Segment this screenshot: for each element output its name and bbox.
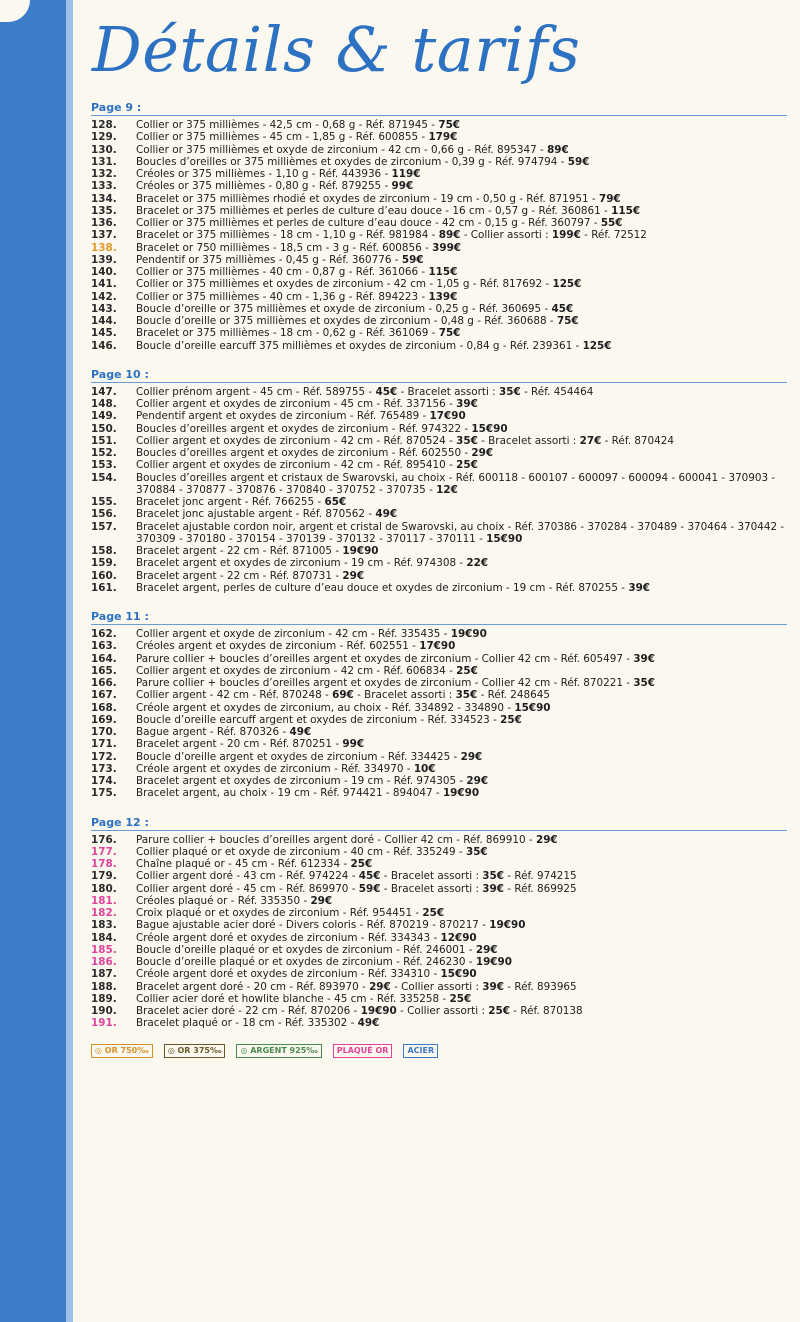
page-title: Détails & tarifs [92, 13, 581, 86]
ring-gem-icon: ◎ [240, 1045, 251, 1055]
item-price: 22€ [466, 557, 489, 570]
item-description: Collier argent doré - 43 cm - Réf. 974224 - 45€ - Bracelet assorti : 35€ - Réf. 974215 [136, 870, 577, 883]
item-description: Bracelet argent - 22 cm - Réf. 871005 - 19€90 [136, 545, 379, 557]
item-number: 181. [91, 894, 117, 907]
item-number: 186. [91, 956, 117, 968]
item-price: 29€ [342, 569, 365, 582]
item-number: 151. [91, 434, 117, 447]
item-number: 135. [91, 204, 117, 217]
legend-acier: ACIER [403, 1044, 438, 1058]
item-price: 65€ [324, 496, 347, 508]
item-price: 75€ [556, 315, 579, 327]
list-item [91, 714, 787, 726]
item-number: 154. [91, 471, 117, 484]
item-number: 182. [91, 907, 117, 919]
item-price: 45€ [375, 385, 398, 398]
item-description: Collier argent - 42 cm - Réf. 870248 - 69€ - Bracelet assorti : 35€ - Réf. 248645 [136, 689, 550, 702]
item-number: 168. [91, 701, 117, 714]
item-description: Bracelet argent, au choix - 19 cm - Réf. 974421 - 894047 - 19€90 [136, 787, 480, 800]
left-sidebar-band [0, 0, 66, 1322]
item-description: Bracelet jonc ajustable argent - Réf. 870562 - 49€ [136, 508, 398, 521]
list-item [91, 763, 787, 775]
list-item [91, 907, 787, 919]
list-item [91, 665, 787, 677]
item-description: Bague argent - Réf. 870326 - 49€ [136, 726, 312, 738]
list-item [91, 1005, 787, 1017]
legend-gold375: ◎ OR 375‰ [164, 1044, 226, 1058]
list-item [91, 398, 787, 410]
list-item [91, 919, 787, 931]
item-price: 75€ [438, 327, 461, 340]
item-description: Parure collier + boucles d’oreilles argent et oxydes de zirconium - Collier 42 cm - Réf. 605497 - 39€ [136, 652, 656, 665]
list-item [91, 340, 787, 352]
list-item [91, 628, 787, 640]
item-price: 19€90 [450, 628, 487, 640]
list-item [91, 229, 787, 241]
item-number: 162. [91, 628, 117, 640]
item-number: 165. [91, 664, 117, 677]
item-description: Collier or 375 millièmes - 45 cm - 1,85 g - Réf. 600855 - 179€ [136, 131, 458, 144]
item-price: 25€ [500, 713, 522, 726]
item-number: 166. [91, 677, 117, 689]
item-price: 15€90 [486, 532, 523, 545]
item-description: Bracelet or 375 millièmes rhodié et oxydes de zirconium - 19 cm - 0,50 g - Réf. 871951 - 79€ [136, 192, 621, 205]
item-price: 49€ [289, 726, 312, 738]
item-price: 25€ [422, 907, 445, 919]
item-price: 29€ [466, 775, 489, 787]
ring-stack-icon: ◎ [167, 1045, 178, 1055]
item-number: 177. [91, 845, 117, 858]
item-description: Bracelet argent - 22 cm - Réf. 870731 - 29€ [136, 569, 365, 582]
item-number: 160. [91, 569, 117, 582]
list-item [91, 582, 787, 594]
item-price: 35€ [465, 845, 488, 858]
list-item [91, 521, 787, 546]
item-number: 183. [91, 919, 117, 932]
item-number: 133. [91, 180, 117, 193]
list-item [91, 217, 787, 229]
item-number: 139. [91, 253, 117, 266]
item-price: 89€ [547, 143, 569, 156]
list-item [91, 472, 787, 497]
item-price: 19€90 [489, 919, 526, 932]
item-price: 59€ [567, 155, 590, 168]
item-description: Collier prénom argent - 45 cm - Réf. 589755 - 45€ - Bracelet assorti : 35€ - Réf. 454464 [136, 385, 594, 398]
item-description: Pendentif argent et oxydes de zirconium - Réf. 765489 - 17€90 [136, 410, 466, 423]
list-item [91, 386, 787, 398]
list-item [91, 870, 787, 882]
list-item [91, 459, 787, 471]
item-number: 191. [91, 1017, 117, 1030]
item-description: Collier acier doré et howlite blanche - 45 cm - Réf. 335258 - 25€ [136, 992, 472, 1005]
list-item [91, 858, 787, 870]
item-number: 157. [91, 520, 117, 533]
item-description: Bracelet or 375 millièmes et perles de culture d’eau douce - 16 cm - 0,57 g - Réf. 360861 - 115€ [136, 204, 641, 217]
item-price: 17€90 [429, 410, 466, 423]
item-description: Croix plaqué or et oxydes de zirconium - Réf. 954451 - 25€ [136, 907, 445, 919]
item-number: 178. [91, 858, 117, 870]
item-price: 29€ [471, 447, 494, 459]
item-description: Boucle d’oreille plaqué or et oxydes de zirconium - Réf. 246001 - 29€ [136, 943, 498, 956]
item-number: 143. [91, 302, 117, 315]
list-item [91, 447, 787, 459]
item-description: Collier argent et oxydes de zirconium - 42 cm - Réf. 870524 - 35€ - Bracelet assorti : 27€ - Réf. 870424 [136, 434, 674, 447]
item-price: 39€ [456, 398, 478, 410]
list-item [91, 956, 787, 968]
item-description: Bracelet acier doré - 22 cm - Réf. 870206 - 19€90 - Collier assorti : 25€ - Réf. 870138 [136, 1005, 583, 1017]
item-price-secondary: 35€ [482, 870, 504, 883]
item-description: Chaîne plaqué or - 45 cm - Réf. 612334 - 25€ [136, 858, 373, 870]
item-description: Boucle d’oreille earcuff argent et oxydes de zirconium - Réf. 334523 - 25€ [136, 713, 522, 726]
item-price: 55€ [600, 217, 623, 229]
list-item [91, 834, 787, 846]
item-description: Bracelet or 375 millièmes - 18 cm - 0,62 g - Réf. 361069 - 75€ [136, 327, 461, 340]
list-item [91, 787, 787, 799]
item-price: 125€ [582, 339, 612, 352]
item-price: 115€ [611, 204, 641, 217]
item-number: 142. [91, 290, 117, 303]
list-item [91, 168, 787, 180]
item-description: Boucle d’oreille plaqué or et oxydes de zirconium - Réf. 246230 - 19€90 [136, 956, 512, 968]
item-number: 190. [91, 1005, 117, 1017]
item-description: Bracelet jonc argent - Réf. 766255 - 65€ [136, 496, 347, 508]
item-price: 119€ [391, 168, 421, 180]
item-number: 176. [91, 833, 117, 846]
item-price: 59€ [401, 253, 424, 266]
list-item [91, 508, 787, 520]
item-price: 99€ [391, 180, 414, 193]
item-price: 19€90 [342, 545, 379, 557]
item-price: 25€ [449, 992, 472, 1005]
item-price: 89€ [438, 229, 461, 242]
item-number: 145. [91, 327, 117, 340]
list-item [91, 242, 787, 254]
list-item [91, 435, 787, 447]
list-item [91, 327, 787, 339]
item-number: 153. [91, 459, 117, 472]
item-price: 29€ [310, 894, 333, 907]
item-description: Boucles d’oreilles argent et oxydes de zirconium - Réf. 974322 - 15€90 [136, 422, 508, 435]
material-legend [91, 1044, 787, 1058]
legend-silver: ◎ ARGENT 925‰ [236, 1044, 321, 1058]
item-description: Collier or 375 millièmes - 40 cm - 1,36 g - Réf. 894223 - 139€ [136, 290, 458, 303]
list-item [91, 689, 787, 701]
item-number: 175. [91, 787, 117, 800]
item-number: 164. [91, 652, 117, 665]
item-description: Boucles d’oreilles or 375 millièmes et oxydes de zirconium - 0,39 g - Réf. 974794 - 59€ [136, 155, 590, 168]
item-price-secondary: 35€ [498, 385, 521, 398]
list-item [91, 291, 787, 303]
list-item [91, 303, 787, 315]
list-item [91, 932, 787, 944]
item-price: 399€ [432, 241, 462, 254]
item-price: 35€ [633, 677, 656, 689]
list-item [91, 775, 787, 787]
item-price: 75€ [438, 119, 461, 131]
item-price: 49€ [357, 1017, 380, 1030]
list-item [91, 981, 787, 993]
item-description: Parure collier + boucles d’oreilles argent et oxydes de zirconium - Collier 42 cm - Réf. 870221 - 35€ [136, 677, 656, 689]
list-item [91, 557, 787, 569]
list-item [91, 193, 787, 205]
item-number: 137. [91, 229, 117, 242]
list-item [91, 496, 787, 508]
item-number: 129. [91, 131, 117, 144]
item-number: 155. [91, 496, 117, 508]
item-price-secondary: 39€ [482, 980, 504, 993]
item-description: Bracelet plaqué or - 18 cm - Réf. 335302 - 49€ [136, 1017, 380, 1030]
item-description: Boucle d’oreille or 375 millièmes et oxyde de zirconium - 0,25 g - Réf. 360695 - 45€ [136, 302, 574, 315]
item-number: 159. [91, 557, 117, 570]
item-description: Collier or 375 millièmes et perles de culture d’eau douce - 42 cm - 0,15 g - Réf. 360797 - 55€ [136, 217, 623, 229]
item-price: 29€ [535, 833, 558, 846]
item-price: 99€ [342, 738, 365, 751]
item-description: Boucles d’oreilles argent et cristaux de Swarovski, au choix - Réf. 600118 - 600107 - 600097 - 600094 - 600041 - 370903 - 370884 - 370877 - 370876 - 370840 - 370752 - 370735 - 12€ [136, 471, 776, 496]
item-description: Créoles plaqué or - Réf. 335350 - 29€ [136, 894, 333, 907]
item-number: 156. [91, 508, 117, 521]
item-number: 152. [91, 447, 117, 459]
item-number: 141. [91, 278, 117, 291]
item-price: 17€90 [419, 640, 456, 653]
item-number: 174. [91, 775, 117, 787]
item-price: 15€90 [471, 422, 508, 435]
item-number: 189. [91, 992, 117, 1005]
item-price: 29€ [460, 750, 483, 763]
item-number: 128. [91, 119, 117, 131]
item-number: 180. [91, 882, 117, 895]
item-price: 19€90 [442, 787, 480, 800]
item-description: Collier plaqué or et oxyde de zirconium - 40 cm - Réf. 335249 - 35€ [136, 845, 488, 858]
item-price: 179€ [428, 131, 458, 144]
item-number: 138. [91, 241, 117, 254]
item-number: 163. [91, 640, 117, 653]
item-number: 184. [91, 931, 117, 944]
item-number: 158. [91, 545, 117, 557]
item-description: Bracelet argent, perles de culture d’eau douce et oxydes de zirconium - 19 cm - Réf. 870255 - 39€ [136, 581, 651, 594]
item-price: 35€ [456, 434, 478, 447]
item-price-secondary: 199€ [551, 229, 581, 242]
item-number: 188. [91, 980, 117, 993]
item-price: 15€90 [440, 968, 477, 981]
item-price: 25€ [456, 664, 478, 677]
item-number: 187. [91, 968, 117, 981]
item-price: 39€ [633, 652, 656, 665]
item-price: 12€90 [440, 931, 477, 944]
item-description: Collier argent doré - 45 cm - Réf. 869970 - 59€ - Bracelet assorti : 39€ - Réf. 869925 [136, 882, 577, 895]
item-description: Bracelet argent et oxydes de zirconium - 19 cm - Réf. 974308 - 22€ [136, 557, 489, 570]
item-number: 147. [91, 385, 117, 398]
item-description: Pendentif or 375 millièmes - 0,45 g - Réf. 360776 - 59€ [136, 253, 424, 266]
section-heading: Page 9 : [91, 100, 787, 116]
item-price: 79€ [598, 192, 621, 205]
item-number: 173. [91, 762, 117, 775]
item-price: 49€ [375, 508, 398, 521]
item-description: Bracelet argent - 20 cm - Réf. 870251 - 99€ [136, 738, 365, 751]
legend-plaque: PLAQUÉ OR [333, 1044, 393, 1058]
list-item [91, 1017, 787, 1029]
item-price: 45€ [358, 870, 381, 883]
list-item [91, 423, 787, 435]
item-description: Parure collier + boucles d’oreilles argent doré - Collier 42 cm - Réf. 869910 - 29€ [136, 833, 558, 846]
item-price: 115€ [428, 266, 458, 278]
item-description: Boucle d’oreille or 375 millièmes et oxydes de zirconium - 0,48 g - Réf. 360688 - 75€ [136, 315, 579, 327]
item-price: 10€ [413, 762, 436, 775]
item-price: 29€ [475, 943, 498, 956]
item-number: 131. [91, 155, 117, 168]
item-description: Créole argent et oxydes de zirconium - Réf. 334970 - 10€ [136, 762, 436, 775]
item-price: 19€90 [360, 1005, 397, 1017]
item-price: 25€ [350, 858, 373, 870]
item-number: 171. [91, 738, 117, 751]
list-item [91, 993, 787, 1005]
item-number: 130. [91, 143, 117, 156]
section-gap [91, 352, 787, 367]
list-item [91, 266, 787, 278]
item-description: Collier or 375 millièmes - 40 cm - 0,87 g - Réf. 361066 - 115€ [136, 266, 458, 278]
item-number: 146. [91, 339, 117, 352]
item-number: 161. [91, 581, 117, 594]
item-description: Boucle d’oreille earcuff 375 millièmes et oxydes de zirconium - 0,84 g - Réf. 239361 - 125€ [136, 339, 612, 352]
item-description: Collier argent et oxydes de zirconium - 45 cm - Réf. 337156 - 39€ [136, 398, 478, 410]
item-price: 125€ [552, 278, 582, 291]
item-price: 45€ [551, 302, 574, 315]
item-description: Bracelet argent doré - 20 cm - Réf. 893970 - 29€ - Collier assorti : 39€ - Réf. 893965 [136, 980, 577, 993]
item-number: 148. [91, 398, 117, 410]
item-description: Créoles argent et oxydes de zirconium - Réf. 602551 - 17€90 [136, 640, 456, 653]
item-description: Bracelet argent et oxydes de zirconium - 19 cm - Réf. 974305 - 29€ [136, 775, 489, 787]
section-heading: Page 11 : [91, 609, 787, 625]
item-description: Collier or 375 millièmes et oxyde de zirconium - 42 cm - 0,66 g - Réf. 895347 - 89€ [136, 143, 569, 156]
item-description: Créole argent doré et oxydes de zirconium - Réf. 334310 - 15€90 [136, 968, 477, 981]
item-description: Collier argent et oxyde de zirconium - 42 cm - Réf. 335435 - 19€90 [136, 628, 487, 640]
ring-icon: ◎ [95, 1045, 105, 1055]
list-item [91, 726, 787, 738]
item-description: Collier argent et oxydes de zirconium - 42 cm - Réf. 895410 - 25€ [136, 459, 478, 472]
section-heading: Page 12 : [91, 815, 787, 831]
item-description: Créole argent et oxydes de zirconium, au choix - Réf. 334892 - 334890 - 15€90 [136, 701, 551, 714]
item-price-secondary: 27€ [579, 434, 602, 447]
item-price: 39€ [628, 581, 651, 594]
item-number: 150. [91, 422, 117, 435]
item-number: 167. [91, 689, 117, 702]
list-item [91, 677, 787, 689]
item-description: Boucles d’oreilles argent et oxydes de zirconium - Réf. 602550 - 29€ [136, 447, 494, 459]
item-price: 15€90 [514, 701, 551, 714]
item-number: 185. [91, 943, 117, 956]
item-description: Boucle d’oreille argent et oxydes de zirconium - Réf. 334425 - 29€ [136, 750, 483, 763]
list-item [91, 702, 787, 714]
list-item [91, 144, 787, 156]
item-description: Bague ajustable acier doré - Divers coloris - Réf. 870219 - 870217 - 19€90 [136, 919, 526, 932]
list-item [91, 968, 787, 980]
list-item [91, 846, 787, 858]
item-number: 134. [91, 192, 117, 205]
item-price-secondary: 25€ [488, 1005, 510, 1017]
sidebar-edge [66, 0, 73, 1322]
list-item [91, 751, 787, 763]
item-price-secondary: 35€ [455, 689, 478, 702]
item-number: 169. [91, 713, 117, 726]
section-gap [91, 594, 787, 609]
list-item [91, 944, 787, 956]
list-item [91, 640, 787, 652]
item-price: 25€ [456, 459, 478, 472]
list-item [91, 156, 787, 168]
legend-gold750: ◎ OR 750‰ [91, 1044, 153, 1058]
list-item [91, 545, 787, 557]
item-description: Créole argent doré et oxydes de zirconium - Réf. 334343 - 12€90 [136, 931, 477, 944]
list-item [91, 131, 787, 143]
item-description: Collier or 375 millièmes et oxydes de zirconium - 42 cm - 1,05 g - Réf. 817692 - 125€ [136, 278, 582, 291]
list-item [91, 205, 787, 217]
list-item [91, 653, 787, 665]
item-description: Bracelet or 750 millièmes - 18,5 cm - 3 g - Réf. 600856 - 399€ [136, 241, 462, 254]
list-item [91, 119, 787, 131]
list-item [91, 254, 787, 266]
item-number: 149. [91, 410, 117, 423]
section-gap [91, 800, 787, 815]
item-description: Bracelet ajustable cordon noir, argent et cristal de Swarovski, au choix - Réf. 370386 - 370284 - 370489 - 370464 - 370442 - 370309 - 370180 - 370154 - 370139 - 370132 - 370117 - 370111 - 15€90 [136, 520, 785, 545]
list-item [91, 278, 787, 290]
item-description: Collier or 375 millièmes - 42,5 cm - 0,68 g - Réf. 871945 - 75€ [136, 119, 461, 131]
list-item [91, 180, 787, 192]
item-number: 179. [91, 870, 117, 883]
item-price: 59€ [358, 882, 381, 895]
item-price: 12€ [436, 483, 458, 496]
item-price: 29€ [369, 980, 391, 993]
item-description: Créoles or 375 millièmes - 1,10 g - Réf. 443936 - 119€ [136, 168, 421, 180]
item-number: 136. [91, 217, 117, 229]
item-price-secondary: 39€ [482, 882, 504, 895]
item-price: 69€ [332, 689, 354, 702]
item-number: 144. [91, 315, 117, 327]
list-item [91, 410, 787, 422]
price-list [91, 100, 787, 1058]
item-number: 170. [91, 726, 117, 738]
item-price: 139€ [428, 290, 458, 303]
item-number: 132. [91, 168, 117, 180]
item-description: Collier argent et oxydes de zirconium - 42 cm - Réf. 606834 - 25€ [136, 664, 478, 677]
list-item [91, 570, 787, 582]
item-description: Bracelet or 375 millièmes - 18 cm - 1,10 g - Réf. 981984 - 89€ - Collier assorti : 199€ - Réf. 72512 [136, 229, 647, 242]
list-item [91, 315, 787, 327]
item-number: 172. [91, 750, 117, 763]
section-heading: Page 10 : [91, 367, 787, 383]
list-item [91, 895, 787, 907]
list-item [91, 738, 787, 750]
item-description: Créoles or 375 millièmes - 0,80 g - Réf. 879255 - 99€ [136, 180, 414, 193]
item-number: 140. [91, 266, 117, 278]
item-price: 19€90 [475, 956, 512, 968]
list-item [91, 883, 787, 895]
